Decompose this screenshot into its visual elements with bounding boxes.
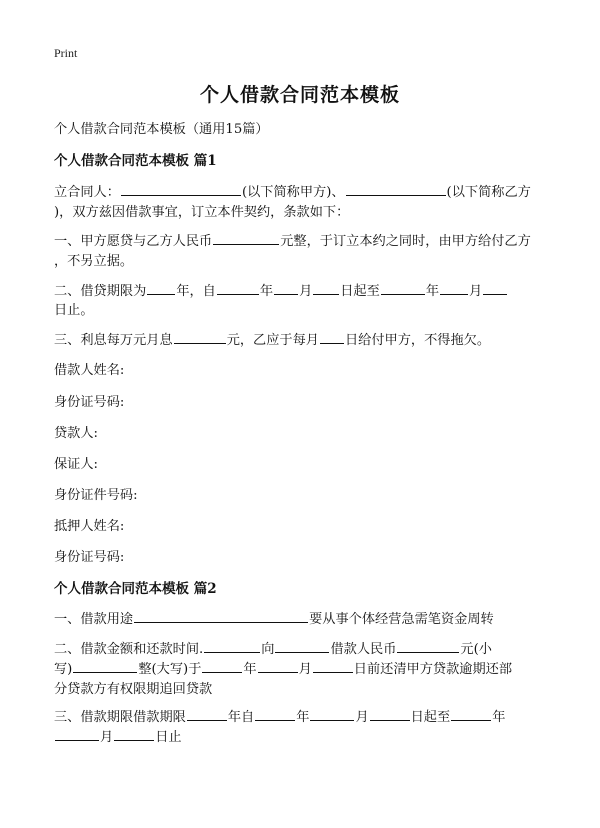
- text: 日止: [155, 730, 182, 745]
- blank-line: [217, 281, 259, 295]
- blank-line: [274, 281, 298, 295]
- blank-line: [114, 727, 154, 741]
- text: 日止。: [54, 303, 94, 318]
- text: 一、甲方愿贷与乙方人民币: [54, 234, 213, 249]
- text: (以下简称乙方: [446, 185, 531, 200]
- section-1-paragraph-4: [54, 330, 550, 351]
- field-id-document-number: 身份证件号码:: [54, 488, 138, 503]
- section-1-heading: 个人借款合同范本模板 篇1: [54, 153, 217, 169]
- text: 二、借贷期限为: [54, 284, 147, 299]
- text: )，双方兹因借款事宜，订立本件契约，条款如下：: [54, 205, 350, 220]
- field-mortgagor-name: 抵押人姓名:: [54, 519, 125, 534]
- text: 月: [469, 284, 483, 299]
- text: ，不另立据。: [54, 254, 134, 269]
- blank-line: [147, 281, 175, 295]
- text: 写): [54, 662, 73, 677]
- document-subtitle: 个人借款合同范本模板（通用15篇）: [54, 122, 269, 137]
- print-label[interactable]: Print: [54, 46, 78, 60]
- section-2-paragraph-1: [54, 609, 550, 630]
- blank-line: [346, 182, 446, 196]
- text: 年: [259, 284, 274, 299]
- text: 日起至: [410, 710, 451, 725]
- text: 月: [100, 730, 114, 745]
- blank-line: [310, 707, 354, 721]
- section-2-heading: 个人借款合同范本模板 篇2: [54, 581, 217, 597]
- blank-line: [381, 281, 425, 295]
- blank-line: [121, 182, 241, 196]
- blank-line: [134, 609, 308, 623]
- text: 日前还清甲方贷款逾期还部: [353, 662, 513, 677]
- text: 三、借款期限借款期限: [54, 710, 186, 725]
- text: 分贷款方有权限期追回贷款: [54, 682, 213, 697]
- blank-line: [202, 659, 242, 673]
- section-1-paragraph-3-line-1: [54, 281, 550, 302]
- text: 年: [243, 662, 257, 677]
- field-guarantor: 保证人:: [54, 457, 99, 472]
- field-borrower-name: 借款人姓名:: [54, 363, 125, 378]
- text: 要从事个体经营急需笔资金周转: [309, 612, 494, 627]
- blank-line: [440, 281, 468, 295]
- blank-line: [451, 707, 491, 721]
- section-2-paragraph-3-line-1: [54, 707, 550, 728]
- text: 月: [299, 284, 313, 299]
- section-1-paragraph-1-line-2: [54, 202, 550, 223]
- text: 年: [296, 710, 310, 725]
- blank-line: [55, 727, 99, 741]
- section-2-paragraph-2-line-1: [54, 639, 550, 660]
- text: (以下简称甲方)、: [241, 185, 345, 200]
- section-1-paragraph-2-line-2: [54, 251, 550, 272]
- text: 年: [492, 710, 506, 725]
- text: 整(大写)于: [138, 662, 202, 677]
- text: 一、借款用途: [54, 612, 134, 627]
- section-1-paragraph-1-line-1: [54, 182, 550, 203]
- text: 元，乙应于每月: [226, 333, 319, 348]
- text: 日起至: [340, 284, 380, 299]
- text: 二、借款金额和还款时间.: [54, 642, 204, 657]
- text: 借款人民币: [330, 642, 397, 657]
- text: 年: [425, 284, 439, 299]
- text: 三、利息每万元月息: [54, 333, 173, 348]
- text: 月: [298, 662, 312, 677]
- blank-line: [397, 639, 459, 653]
- section-1-paragraph-3-line-2: [54, 300, 550, 321]
- blank-line: [255, 707, 295, 721]
- blank-line: [204, 639, 260, 653]
- section-2-paragraph-2-line-2: [54, 659, 550, 680]
- text: 年，自: [176, 284, 216, 299]
- blank-line: [370, 707, 410, 721]
- text: 年自: [227, 710, 255, 725]
- blank-line: [73, 659, 137, 673]
- blank-line: [320, 330, 344, 344]
- blank-line: [187, 707, 227, 721]
- blank-line: [313, 659, 353, 673]
- blank-line: [174, 330, 226, 344]
- text: 月: [355, 710, 369, 725]
- field-id-number: 身份证号码:: [54, 395, 125, 410]
- blank-line: [258, 659, 298, 673]
- blank-line: [483, 281, 507, 295]
- section-2-paragraph-3-line-2: [54, 727, 550, 748]
- text: 日给付甲方，不得拖欠。: [345, 333, 491, 348]
- blank-line: [213, 231, 279, 245]
- page-title: 个人借款合同范本模板: [199, 84, 400, 106]
- field-id-number-2: 身份证号码:: [54, 550, 125, 565]
- text: 向: [261, 642, 275, 657]
- section-1-paragraph-2-line-1: [54, 231, 550, 252]
- section-2-paragraph-2-line-3: [54, 679, 550, 700]
- field-lender: 贷款人:: [54, 426, 99, 441]
- text: 元(小: [460, 642, 492, 657]
- text: 元整，于订立本约之同时，由甲方给付乙方: [280, 234, 531, 249]
- text: 立合同人：: [54, 185, 120, 200]
- blank-line: [275, 639, 329, 653]
- blank-line: [313, 281, 339, 295]
